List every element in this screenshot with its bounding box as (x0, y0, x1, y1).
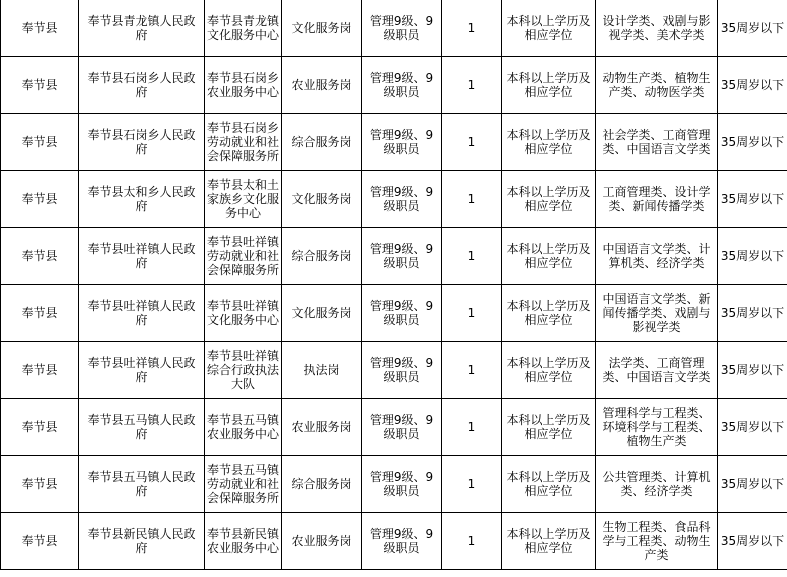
cell-unit: 奉节县太和土家族乡文化服务中心 (205, 171, 282, 228)
cell-dept: 奉节县五马镇人民政府 (79, 456, 205, 513)
cell-major: 社会学类、工商管理类、中国语言文学类 (596, 114, 718, 171)
table-body (1, 0, 787, 570)
cell-count: 1 (442, 57, 502, 114)
cell-dept: 奉节县太和乡人民政府 (79, 171, 205, 228)
cell-age: 35周岁以下 (718, 285, 787, 342)
cell-dept: 奉节县石岗乡人民政府 (79, 57, 205, 114)
cell-level: 管理9级、9级职员 (362, 114, 442, 171)
cell-level: 管理9级、9级职员 (362, 399, 442, 456)
table-row (1, 114, 787, 171)
cell-dept: 奉节县新民镇人民政府 (79, 513, 205, 570)
table-row (1, 399, 787, 456)
cell-level: 管理9级、9级职员 (362, 0, 442, 57)
cell-dept: 奉节县吐祥镇人民政府 (79, 342, 205, 399)
cell-major: 管理科学与工程类、环境科学与工程类、植物生产类 (596, 399, 718, 456)
cell-level: 管理9级、9级职员 (362, 513, 442, 570)
cell-unit: 奉节县石岗乡农业服务中心 (205, 57, 282, 114)
cell-count: 1 (442, 171, 502, 228)
cell-edu: 本科以上学历及相应学位 (502, 228, 596, 285)
cell-edu: 本科以上学历及相应学位 (502, 399, 596, 456)
cell-edu: 本科以上学历及相应学位 (502, 285, 596, 342)
cell-age: 35周岁以下 (718, 57, 787, 114)
cell-post: 综合服务岗 (282, 228, 362, 285)
cell-dept: 奉节县石岗乡人民政府 (79, 114, 205, 171)
cell-county: 奉节县 (1, 456, 79, 513)
cell-county: 奉节县 (1, 228, 79, 285)
cell-post: 农业服务岗 (282, 513, 362, 570)
cell-county: 奉节县 (1, 114, 79, 171)
cell-age: 35周岁以下 (718, 0, 787, 57)
cell-county: 奉节县 (1, 0, 79, 57)
cell-unit: 奉节县五马镇劳动就业和社会保障服务所 (205, 456, 282, 513)
cell-county: 奉节县 (1, 342, 79, 399)
cell-edu: 本科以上学历及相应学位 (502, 0, 596, 57)
cell-count: 1 (442, 0, 502, 57)
cell-level: 管理9级、9级职员 (362, 456, 442, 513)
cell-age: 35周岁以下 (718, 171, 787, 228)
cell-level: 管理9级、9级职员 (362, 342, 442, 399)
cell-age: 35周岁以下 (718, 513, 787, 570)
cell-county: 奉节县 (1, 171, 79, 228)
cell-post: 文化服务岗 (282, 0, 362, 57)
cell-level: 管理9级、9级职员 (362, 228, 442, 285)
cell-major: 中国语言文学类、计算机类、经济学类 (596, 228, 718, 285)
cell-post: 综合服务岗 (282, 114, 362, 171)
cell-unit: 奉节县五马镇农业服务中心 (205, 399, 282, 456)
cell-major: 动物生产类、植物生产类、动物医学类 (596, 57, 718, 114)
cell-major: 设计学类、戏剧与影视学类、美术学类 (596, 0, 718, 57)
cell-edu: 本科以上学历及相应学位 (502, 114, 596, 171)
cell-major: 生物工程类、食品科学与工程类、动物生产类 (596, 513, 718, 570)
cell-post: 文化服务岗 (282, 285, 362, 342)
cell-edu: 本科以上学历及相应学位 (502, 456, 596, 513)
cell-level: 管理9级、9级职员 (362, 57, 442, 114)
cell-major: 法学类、工商管理类、中国语言文学类 (596, 342, 718, 399)
cell-level: 管理9级、9级职员 (362, 285, 442, 342)
cell-dept: 奉节县五马镇人民政府 (79, 399, 205, 456)
cell-major: 中国语言文学类、新闻传播学类、戏剧与影视学类 (596, 285, 718, 342)
cell-unit: 奉节县吐祥镇劳动就业和社会保障服务所 (205, 228, 282, 285)
cell-count: 1 (442, 399, 502, 456)
table-row (1, 0, 787, 57)
cell-dept: 奉节县青龙镇人民政府 (79, 0, 205, 57)
cell-post: 综合服务岗 (282, 456, 362, 513)
table-row (1, 171, 787, 228)
cell-post: 农业服务岗 (282, 57, 362, 114)
cell-edu: 本科以上学历及相应学位 (502, 342, 596, 399)
cell-major: 公共管理类、计算机类、经济学类 (596, 456, 718, 513)
cell-post: 执法岗 (282, 342, 362, 399)
cell-count: 1 (442, 228, 502, 285)
cell-edu: 本科以上学历及相应学位 (502, 171, 596, 228)
cell-count: 1 (442, 513, 502, 570)
cell-dept: 奉节县吐祥镇人民政府 (79, 285, 205, 342)
table-row (1, 57, 787, 114)
cell-county: 奉节县 (1, 513, 79, 570)
cell-post: 文化服务岗 (282, 171, 362, 228)
cell-age: 35周岁以下 (718, 342, 787, 399)
cell-level: 管理9级、9级职员 (362, 171, 442, 228)
cell-county: 奉节县 (1, 399, 79, 456)
cell-count: 1 (442, 114, 502, 171)
cell-edu: 本科以上学历及相应学位 (502, 513, 596, 570)
table-row (1, 513, 787, 570)
cell-unit: 奉节县石岗乡劳动就业和社会保障服务所 (205, 114, 282, 171)
cell-unit: 奉节县吐祥镇综合行政执法大队 (205, 342, 282, 399)
table-row (1, 342, 787, 399)
cell-age: 35周岁以下 (718, 456, 787, 513)
cell-age: 35周岁以下 (718, 399, 787, 456)
cell-dept: 奉节县吐祥镇人民政府 (79, 228, 205, 285)
cell-count: 1 (442, 285, 502, 342)
cell-count: 1 (442, 342, 502, 399)
cell-county: 奉节县 (1, 285, 79, 342)
cell-unit: 奉节县青龙镇文化服务中心 (205, 0, 282, 57)
table-row (1, 456, 787, 513)
cell-unit: 奉节县新民镇农业服务中心 (205, 513, 282, 570)
cell-unit: 奉节县吐祥镇文化服务中心 (205, 285, 282, 342)
cell-major: 工商管理类、设计学类、新闻传播学类 (596, 171, 718, 228)
cell-post: 农业服务岗 (282, 399, 362, 456)
cell-age: 35周岁以下 (718, 228, 787, 285)
table-row (1, 228, 787, 285)
cell-count: 1 (442, 456, 502, 513)
cell-edu: 本科以上学历及相应学位 (502, 57, 596, 114)
cell-age: 35周岁以下 (718, 114, 787, 171)
cell-county: 奉节县 (1, 57, 79, 114)
table-row (1, 285, 787, 342)
